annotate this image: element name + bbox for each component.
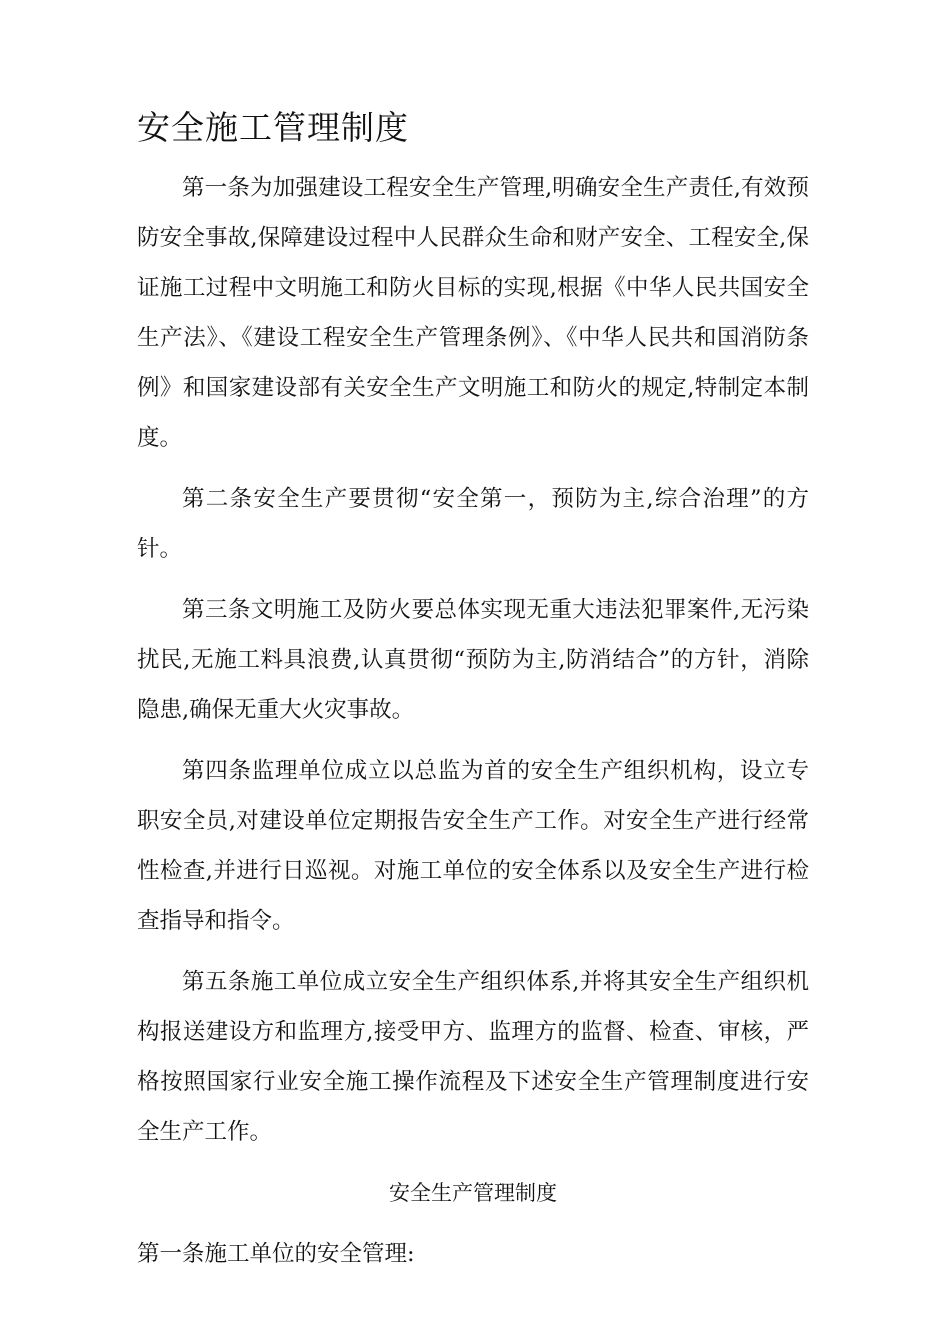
document-title: 安全施工管理制度 xyxy=(137,108,409,147)
section-heading: 安全生产管理制度 xyxy=(389,1181,557,1205)
article-3-paragraph: 第三条文明施工及防火要总体实现无重大违法犯罪案件,无污染扰民,无施工料具浪费,认真贯彻“预防为主,防消结合”的方针，消除隐患,确保无重大火灾事故。 xyxy=(137,597,809,723)
article-1-paragraph: 第一条为加强建设工程安全生产管理,明确安全生产责任,有效预防安全事故,保障建设过程中人民群众生命和财产安全、工程安全,保证施工过程中文明施工和防火目标的实现,根据《中华人民共国安全生产法》、《建设工程安全生产管理条例》、《中华人民共和国消防条例》和国家建设部有关安全生产文明施工和防火的规定,特制定本制度。 xyxy=(137,175,809,451)
article-4-paragraph: 第四条监理单位成立以总监为首的安全生产组织机构，设立专职安全员,对建设单位定期报告安全生产工作。对安全生产进行经常性检查,并进行日巡视。对施工单位的安全体系以及安全生产进行检查指导和指令。 xyxy=(137,758,809,934)
article-5-paragraph: 第五条施工单位成立安全生产组织体系,并将其安全生产组织机构报送建设方和监理方,接受甲方、监理方的监督、检查、审核，严格按照国家行业安全施工操作流程及下述安全生产管理制度进行安全生产工作。 xyxy=(137,969,809,1145)
article-2-paragraph: 第二条安全生产要贯彻“安全第一，预防为主,综合治理”的方针。 xyxy=(137,486,809,562)
document-body xyxy=(137,163,809,1279)
sub-heading: 第一条施工单位的安全管理: xyxy=(137,1241,415,1267)
